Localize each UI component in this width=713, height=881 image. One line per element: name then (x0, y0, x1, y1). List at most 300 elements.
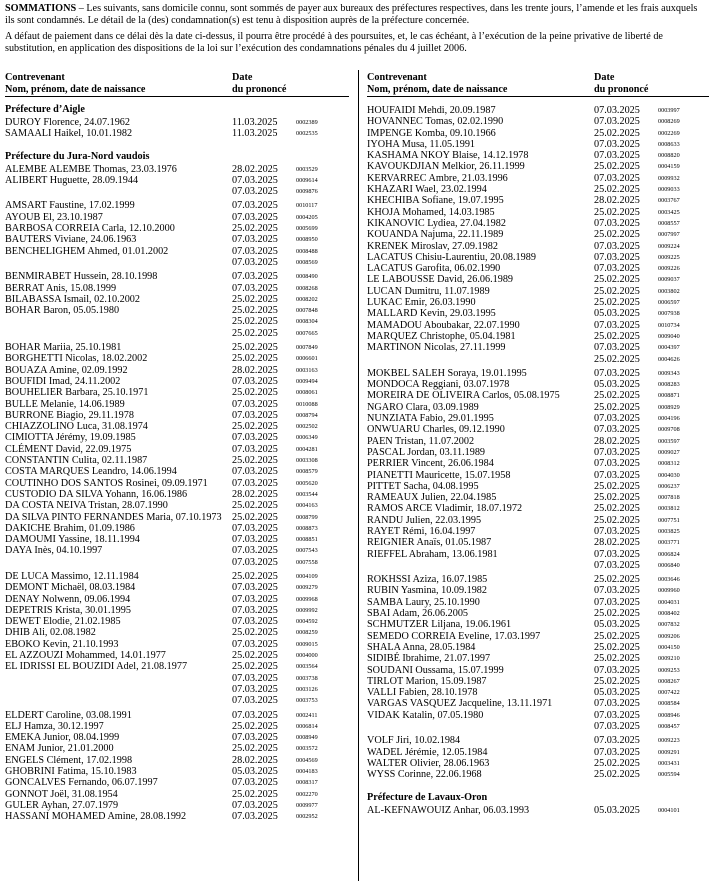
case-numbers (296, 271, 318, 282)
sentence-date: 25.02.2025 (232, 511, 278, 523)
list-item (367, 470, 709, 481)
sentence-date: 25.02.2025 (232, 720, 278, 732)
case-numbers (658, 515, 680, 526)
sentence-date: 07.03.2025 (594, 413, 640, 425)
case-number: 0006597 (658, 299, 680, 307)
sentence-date: 25.02.2025 (232, 387, 278, 399)
sentence-dates (232, 789, 278, 800)
offender-name: GHOBRINI Fatima, 15.10.1983 (5, 766, 137, 778)
case-number: 0002389 (296, 119, 318, 126)
sentence-date: 28.02.2025 (594, 195, 640, 207)
sentence-date: 28.02.2025 (594, 537, 640, 549)
sentence-dates (232, 444, 278, 455)
case-numbers (658, 413, 680, 424)
sentence-dates (232, 743, 278, 754)
case-number: 0009343 (658, 369, 680, 377)
sentence-date: 25.02.2025 (594, 206, 640, 218)
offender-name: MOREIRA DE OLIVEIRA Carlos, 05.08.1975 (367, 390, 560, 402)
case-numbers (296, 410, 318, 421)
header-date-line1: Date (232, 72, 253, 83)
list-item (367, 413, 709, 424)
case-number: 0009291 (658, 748, 680, 756)
list-item (5, 342, 349, 353)
sentence-dates (594, 642, 640, 653)
case-number: 0008317 (296, 779, 318, 787)
list-item (367, 735, 709, 746)
case-number: 0007997 (658, 231, 680, 239)
case-number: 0008873 (296, 524, 318, 532)
case-numbers (658, 698, 680, 709)
sentence-date: 07.03.2025 (594, 548, 640, 560)
offender-name: WYSS Corinne, 22.06.1968 (367, 769, 482, 781)
list-item (367, 263, 709, 274)
sentence-dates (594, 526, 640, 537)
case-numbers (658, 229, 680, 240)
list-item (367, 368, 709, 379)
sentence-dates (232, 294, 278, 305)
sentence-dates (594, 195, 640, 206)
case-number: 0008268 (296, 284, 318, 292)
offender-name: SAMBA Laury, 25.10.1990 (367, 596, 480, 608)
list-item (367, 274, 709, 285)
offender-name: VIDAK Katalin, 07.05.1980 (367, 709, 484, 721)
offender-name: KASHAMA NKOY Blaise, 14.12.1978 (367, 150, 529, 162)
column-header (367, 70, 709, 97)
list-item (5, 432, 349, 443)
sentence-date: 25.02.2025 (232, 342, 278, 354)
case-numbers (658, 368, 680, 379)
sentence-dates (232, 200, 278, 211)
case-numbers (296, 200, 317, 211)
case-number: 0002269 (658, 129, 680, 137)
sentence-date: 25.02.2025 (232, 223, 278, 235)
list-item (367, 436, 709, 447)
offender-name: ELDERT Caroline, 03.08.1991 (5, 709, 132, 721)
sentence-date: 07.03.2025 (232, 282, 278, 294)
offender-name: WALTER Olivier, 28.06.1963 (367, 757, 490, 769)
sentence-dates (232, 627, 278, 638)
sentence-dates (232, 639, 278, 650)
sentence-dates (594, 173, 640, 184)
offender-name: CIMIOTTA Jérémy, 19.09.1985 (5, 432, 136, 444)
sentence-date: 25.02.2025 (232, 305, 278, 317)
case-numbers (296, 594, 318, 605)
case-number: 0007849 (296, 344, 318, 352)
list-item (367, 308, 709, 319)
list-item (5, 164, 349, 175)
offender-name: EBOKO Kevin, 21.10.1993 (5, 638, 119, 650)
case-number: 0003802 (658, 287, 680, 295)
list-item (5, 246, 349, 272)
list-item (367, 515, 709, 526)
list-item (5, 305, 349, 342)
offender-name: RAMEAUX Julien, 22.04.1985 (367, 492, 497, 504)
offender-name: DA COSTA NEIVA Tristan, 28.07.1990 (5, 500, 168, 512)
header-date (594, 72, 648, 95)
case-number: 0003753 (296, 697, 318, 705)
case-numbers (296, 387, 318, 398)
sentence-date: 07.03.2025 (232, 732, 278, 744)
sentence-date: 07.03.2025 (594, 342, 640, 354)
case-number: 0008633 (658, 140, 680, 148)
list-item (5, 410, 349, 421)
sentence-dates (594, 619, 640, 630)
offender-name: BOHAR Baron, 05.05.1980 (5, 305, 120, 317)
sentence-date: 07.03.2025 (232, 477, 278, 489)
sentence-date: 07.03.2025 (594, 240, 640, 252)
case-number: 0003564 (296, 663, 318, 671)
offender-name: KRENEK Miroslav, 27.09.1982 (367, 240, 498, 252)
sentence-dates (594, 252, 640, 263)
case-number: 0009224 (658, 242, 680, 250)
sentence-dates (232, 755, 278, 766)
offender-name: GONCALVES Fernando, 06.07.1997 (5, 777, 158, 789)
sentence-dates (594, 447, 640, 458)
sentence-dates (232, 455, 278, 466)
offender-name: COUTINHO DOS SANTOS Rosinei, 09.09.1971 (5, 477, 208, 489)
offender-name: MONDOCA Reggiani, 03.07.1978 (367, 379, 510, 391)
sentence-dates (594, 424, 640, 435)
offender-name: SIDIBÉ Ibrahime, 21.07.1997 (367, 653, 491, 665)
sentence-dates (594, 229, 640, 240)
offender-name: RIEFFEL Abraham, 13.06.1981 (367, 548, 498, 560)
sentence-dates (232, 271, 278, 282)
case-number: 0008794 (296, 411, 318, 419)
offender-name: DHIB Ali, 02.08.1982 (5, 627, 96, 639)
sentence-dates (232, 582, 278, 593)
offender-name: TIRLOT Marion, 15.09.1987 (367, 675, 487, 687)
offender-name: ALEMBE ALEMBE Thomas, 23.03.1976 (5, 163, 177, 175)
case-numbers (296, 512, 318, 523)
case-number: 0008490 (296, 273, 318, 281)
sentence-dates (232, 650, 278, 661)
sentence-date: 07.03.2025 (232, 174, 278, 186)
list-item (5, 811, 349, 822)
case-numbers (296, 605, 318, 616)
case-numbers (296, 365, 318, 376)
sentence-dates (594, 436, 640, 447)
sentence-date: 07.03.2025 (594, 319, 640, 331)
case-numbers (296, 212, 318, 223)
case-numbers (296, 743, 318, 754)
offender-name: AYOUB El, 23.10.1987 (5, 211, 103, 223)
case-number: 0009223 (658, 737, 680, 745)
case-number: 0004196 (658, 415, 680, 423)
list-item (367, 207, 709, 218)
case-number: 0009876 (296, 188, 318, 196)
sentence-date: 05.03.2025 (594, 804, 640, 816)
list-item (367, 379, 709, 390)
sentence-dates (594, 184, 640, 195)
sentence-dates (594, 263, 640, 274)
sentence-dates (594, 805, 640, 816)
list-item (367, 173, 709, 184)
case-number: 0008061 (296, 389, 318, 397)
sentence-date: 05.03.2025 (594, 687, 640, 699)
case-numbers (658, 139, 680, 150)
sentence-date: 07.03.2025 (232, 638, 278, 650)
case-numbers (296, 283, 318, 294)
case-numbers (296, 766, 318, 777)
sentence-date: 25.02.2025 (594, 574, 640, 586)
list-item (367, 402, 709, 413)
sentence-dates (594, 368, 640, 379)
case-numbers (658, 447, 680, 458)
sentence-date: 25.02.2025 (594, 630, 640, 642)
sentence-dates (232, 175, 278, 198)
sentence-date: 25.02.2025 (594, 229, 640, 241)
case-numbers (296, 523, 318, 534)
sentence-date: 25.02.2025 (594, 330, 640, 342)
sentence-date: 25.02.2025 (594, 401, 640, 413)
offender-name: BORGHETTI Nicolas, 18.02.2002 (5, 353, 148, 365)
case-number: 0009708 (658, 426, 680, 434)
list-item (5, 399, 349, 410)
list-item (5, 365, 349, 376)
case-number: 0003126 (296, 685, 318, 693)
case-numbers (296, 721, 318, 732)
case-number: 0008799 (296, 513, 318, 521)
offender-name: KHAZARI Wael, 23.02.1994 (367, 184, 487, 196)
sentence-dates (232, 399, 278, 410)
offender-name: ENAM Junior, 21.01.2000 (5, 743, 114, 755)
case-number: 0004109 (296, 572, 318, 580)
case-number: 0007848 (296, 307, 318, 315)
case-numbers (296, 650, 318, 661)
column-header (5, 70, 349, 97)
case-numbers (658, 161, 680, 172)
sentence-dates (232, 478, 278, 489)
sentence-dates (232, 305, 278, 339)
case-numbers (658, 526, 680, 537)
offender-name: SHALA Anna, 28.05.1984 (367, 641, 476, 653)
list-item (367, 805, 709, 816)
case-numbers (658, 747, 680, 758)
case-number: 0008946 (658, 711, 680, 719)
sentence-dates (594, 286, 640, 297)
case-number: 0008312 (658, 460, 680, 468)
case-numbers (658, 218, 680, 229)
offender-name: KHOJA Mohamed, 14.03.1985 (367, 206, 495, 218)
case-number: 0004281 (296, 445, 318, 453)
sentence-date: 07.03.2025 (594, 458, 640, 470)
list-item (367, 642, 709, 653)
sentence-dates (232, 661, 278, 706)
list-item (5, 117, 349, 128)
list-item (5, 175, 349, 201)
notice-text-1: – Les suivants, sans domicile connu, sont sommés de payer aux bureaux des préfectures respectives, dans les trente jours, l’amende et les frais auxquels ils sont condamnés. Le détail de la (des) condamnation(s) est tenu à disposition auprès de la préfecture concernée. (5, 3, 698, 27)
case-numbers (296, 811, 318, 822)
case-number: 0009253 (658, 666, 680, 674)
sentence-date: 07.03.2025 (594, 596, 640, 608)
sentence-dates (594, 698, 640, 709)
notice-lead: SOMMATIONS (5, 3, 77, 14)
sentence-date: 25.02.2025 (594, 353, 640, 365)
case-numbers (296, 466, 318, 477)
list-item (367, 184, 709, 195)
sentence-date: 25.02.2025 (232, 788, 278, 800)
offender-name: DENAY Nolwenn, 09.06.1994 (5, 593, 131, 605)
offender-name: EL AZZOUZI Mohammed, 14.01.1977 (5, 650, 166, 662)
offender-name: DUROY Florence, 24.07.1962 (5, 117, 130, 128)
case-numbers (658, 665, 680, 676)
case-number: 0003767 (658, 197, 680, 205)
case-numbers (658, 286, 680, 297)
sentence-dates (232, 766, 278, 777)
header-name-line1: Contrevenant (367, 72, 427, 83)
list-item (367, 597, 709, 608)
list-item (367, 458, 709, 469)
offender-name: SOUDANI Oussama, 15.07.1999 (367, 664, 504, 676)
header-name (5, 72, 145, 95)
offender-name: RUBIN Yasmina, 10.09.1982 (367, 585, 487, 597)
list-item (367, 297, 709, 308)
offender-name: BOUFIDI Imad, 24.11.2002 (5, 375, 121, 387)
sentence-dates (232, 811, 278, 822)
case-numbers (658, 308, 680, 319)
offender-name: GONNOT Joël, 31.08.1954 (5, 788, 118, 800)
case-number: 0008457 (658, 723, 680, 731)
right-column (367, 70, 709, 816)
header-name (367, 72, 507, 95)
offender-name: DE LUCA Massimo, 12.11.1984 (5, 570, 139, 582)
sentence-dates (232, 246, 278, 269)
case-numbers (296, 616, 318, 627)
case-numbers (296, 399, 318, 410)
case-number: 0010117 (296, 202, 318, 210)
sentence-date: 07.03.2025 (594, 746, 640, 758)
case-numbers (296, 777, 318, 788)
case-numbers (658, 379, 680, 390)
sentence-date: 07.03.2025 (594, 138, 640, 150)
case-numbers (658, 585, 680, 596)
list-item (367, 139, 709, 150)
case-numbers (296, 294, 318, 305)
offender-name: CUSTODIO DA SILVA Yohann, 16.06.1986 (5, 488, 188, 500)
sentence-date: 07.03.2025 (594, 105, 640, 116)
sentence-date: 28.02.2025 (232, 488, 278, 500)
case-number: 0004205 (296, 213, 318, 221)
sentence-dates (594, 413, 640, 424)
case-numbers (296, 582, 318, 593)
sentence-dates (594, 161, 640, 172)
sentence-date: 07.03.2025 (594, 664, 640, 676)
column-divider (358, 70, 359, 881)
list-item (5, 387, 349, 398)
offender-name: DA SILVA PINTO FERNANDES Maria, 07.10.1973 (5, 511, 222, 523)
list-item (5, 294, 349, 305)
sentence-date: 07.03.2025 (232, 582, 278, 594)
sentence-date: 07.03.2025 (594, 585, 640, 597)
case-number: 0003163 (296, 366, 318, 374)
sentence-dates (232, 223, 278, 234)
list-item (5, 512, 349, 523)
case-numbers (658, 481, 680, 492)
list-item (367, 161, 709, 172)
case-number: 0006840 (658, 561, 680, 569)
case-number: 0006601 (296, 355, 318, 363)
sentence-dates (594, 687, 640, 698)
case-numbers (296, 342, 318, 353)
case-number: 0006824 (658, 550, 680, 558)
left-entries (5, 102, 349, 823)
sentence-dates (232, 234, 278, 245)
case-number: 0005699 (296, 225, 318, 233)
case-number: 0007818 (658, 494, 680, 502)
case-numbers (296, 421, 318, 432)
list-item (5, 605, 349, 616)
list-item (5, 455, 349, 466)
sentence-dates (594, 218, 640, 229)
case-number: 0006814 (296, 722, 318, 730)
offender-name: ONWUARU Charles, 09.12.1990 (367, 424, 505, 436)
header-date-line2: du prononcé (232, 83, 287, 95)
list-item (5, 710, 349, 721)
case-numbers (658, 619, 680, 630)
sentence-date: 25.02.2025 (232, 627, 278, 639)
list-item (5, 789, 349, 800)
sentence-dates (594, 597, 640, 608)
sentence-date: 07.03.2025 (594, 559, 640, 571)
offender-name: AL-KEFNAWOUIZ Anhar, 06.03.1993 (367, 804, 530, 816)
case-number: 0004592 (296, 618, 318, 626)
sentence-dates (232, 594, 278, 605)
list-item (367, 698, 709, 709)
case-numbers (296, 661, 318, 706)
list-item (367, 447, 709, 458)
case-number: 0008283 (658, 381, 680, 389)
sentence-dates (232, 710, 278, 721)
case-number: 0004163 (296, 502, 318, 510)
offender-name: BARBOSA CORREIA Carla, 12.10.2000 (5, 223, 175, 235)
case-number: 0009932 (658, 174, 680, 182)
sentence-date: 28.02.2025 (594, 435, 640, 447)
sentence-dates (232, 410, 278, 421)
sentence-date: 07.03.2025 (232, 545, 278, 557)
sentence-dates (594, 574, 640, 585)
offender-name: REIGNIER Anaïs, 01.05.1987 (367, 537, 492, 549)
sentence-dates (594, 342, 640, 365)
sentence-dates (232, 353, 278, 364)
case-number: 0009614 (296, 176, 318, 184)
list-item (367, 286, 709, 297)
sentence-date: 07.03.2025 (232, 799, 278, 811)
case-number: 0009226 (658, 265, 680, 273)
list-item (367, 710, 709, 736)
case-number: 0004150 (658, 643, 680, 651)
case-numbers (658, 390, 680, 401)
sentence-dates (594, 379, 640, 390)
case-number: 0009225 (658, 253, 680, 261)
case-numbers (658, 116, 680, 127)
sentence-dates (594, 105, 640, 116)
case-numbers (296, 710, 317, 721)
header-name-line2: Nom, prénom, date de naissance (367, 83, 508, 95)
sentence-date: 11.03.2025 (232, 128, 278, 140)
case-number: 0008488 (296, 247, 318, 255)
sentence-date: 25.02.2025 (232, 570, 278, 582)
sentence-date: 25.02.2025 (232, 661, 278, 673)
sentence-date: 07.03.2025 (232, 245, 278, 257)
list-item (5, 523, 349, 534)
list-item (5, 650, 349, 661)
sentence-dates (594, 676, 640, 687)
sentence-date: 25.02.2025 (594, 675, 640, 687)
sentence-dates (594, 274, 640, 285)
sentence-date: 25.02.2025 (594, 274, 640, 286)
list-item (5, 271, 349, 282)
offender-name: BULLE Melanie, 14.06.1989 (5, 398, 125, 410)
